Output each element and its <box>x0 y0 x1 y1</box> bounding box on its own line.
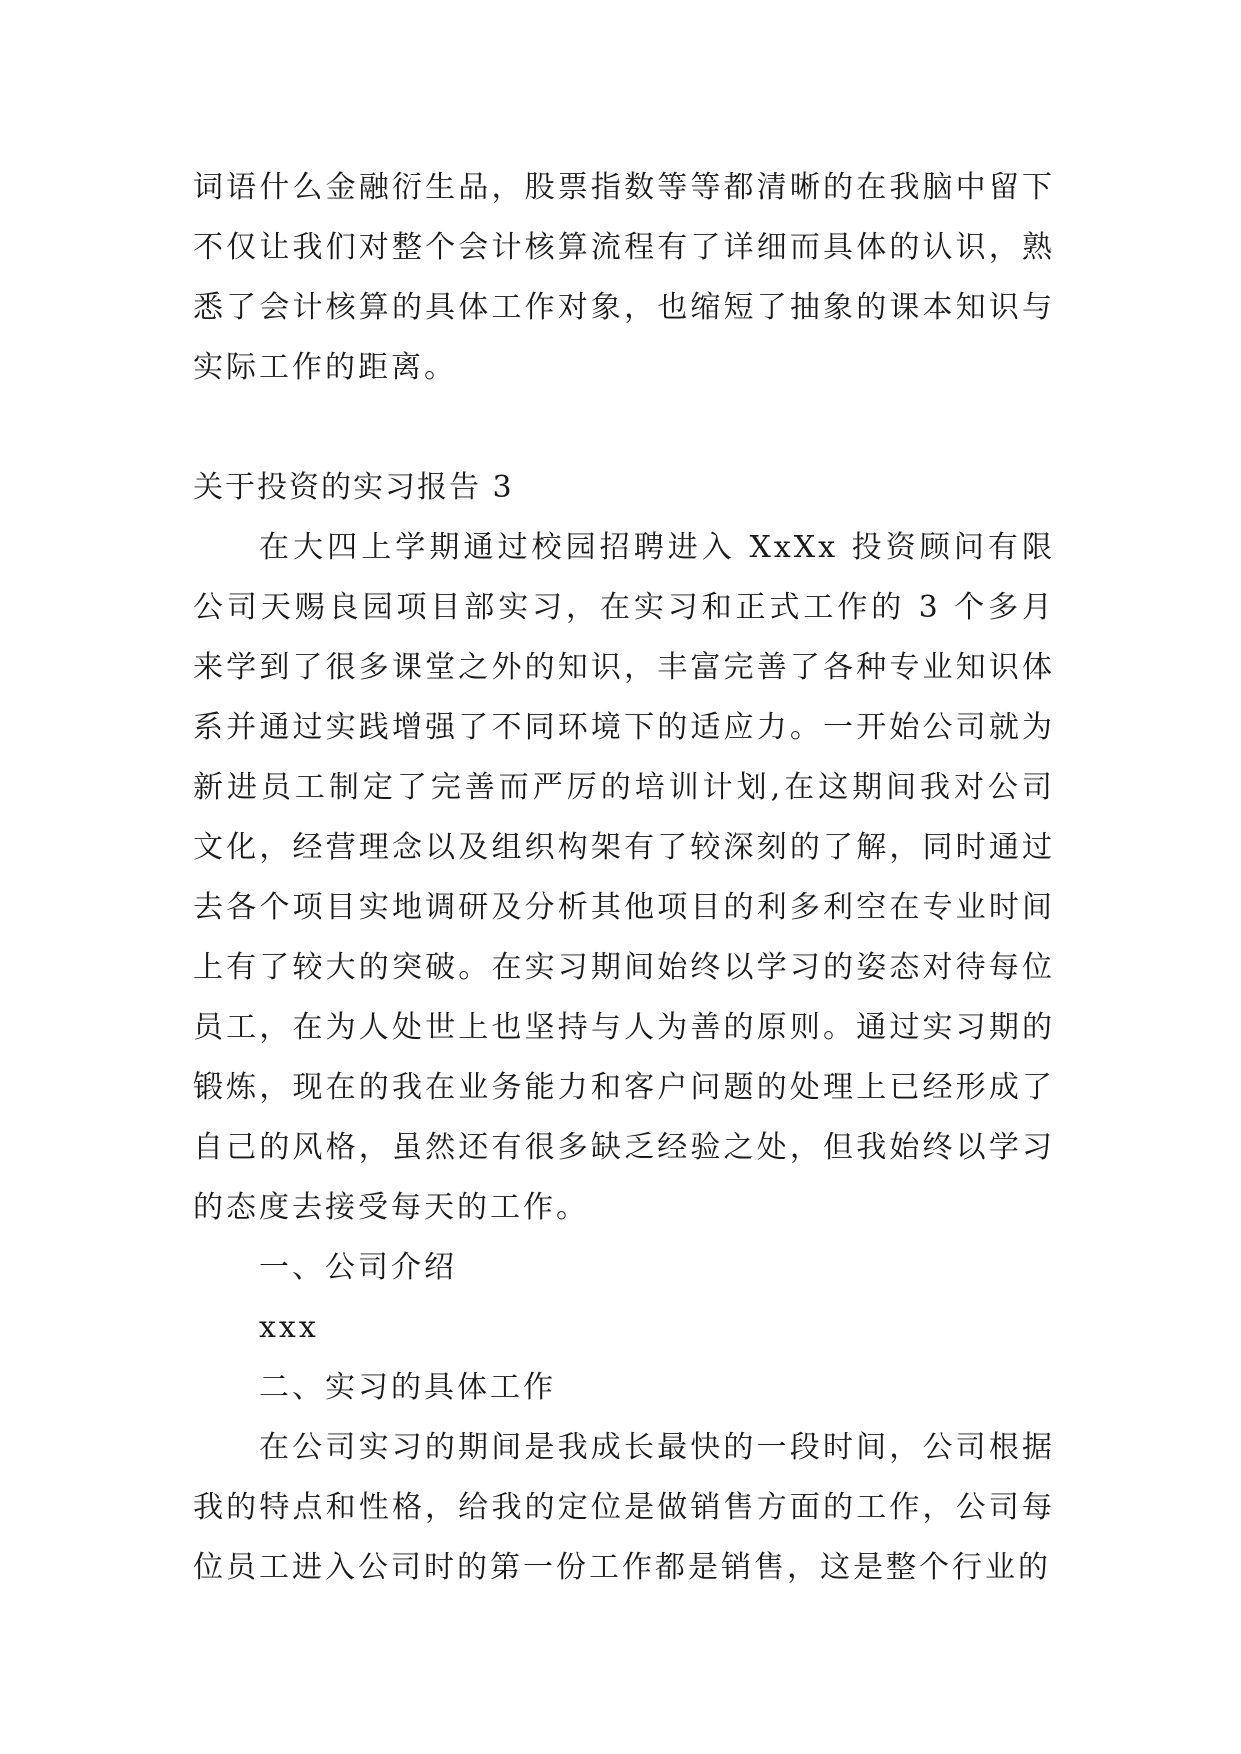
paragraph-work: 在公司实习的期间是我成长最快的一段时间，公司根据我的特点和性格，给我的定位是做销售方面的工作，公司每位员工进入公司时的第一份工作都是销售，这是整个行业的 <box>193 1430 1055 1585</box>
company-intro-text: xxx <box>259 1310 319 1345</box>
document-body <box>193 158 1055 1598</box>
section-spacer <box>193 398 1055 458</box>
paragraph-intro: 在大四上学期通过校园招聘进入 XxXx 投资顾问有限公司天赐良园项目部实习，在实习和正式工作的 3 个多月来学到了很多课堂之外的知识，丰富完善了各种专业知识体系并通过实践增强了不同环境下的适应力。一开始公司就为新进员工制定了完善而严厉的培训计划,在这期间我对公司文化，经营理念以及组织构架有了较深刻的了解，同时通过去各个项目实地调研及分析其他项目的利多利空在专业时间上有了较大的突破。在实习期间始终以学习的姿态对待每位员工，在为人处世上也坚持与人为善的原则。通过实习期的锻炼，现在的我在业务能力和客户问题的处理上已经形成了自己的风格，虽然还有很多缺乏经验之处，但我始终以学习的态度去接受每天的工作。 <box>193 530 1055 1225</box>
heading-internship-work: 二、实习的具体工作 <box>259 1370 556 1405</box>
heading-company-intro: 一、公司介绍 <box>259 1250 457 1285</box>
paragraph-continued: 词语什么金融衍生品，股票指数等等都清晰的在我脑中留下不仅让我们对整个会计核算流程有了详细而具体的认识，熟悉了会计核算的具体工作对象，也缩短了抽象的课本知识与实际工作的距离。 <box>193 170 1055 385</box>
section-title: 关于投资的实习报告 3 <box>193 470 514 505</box>
